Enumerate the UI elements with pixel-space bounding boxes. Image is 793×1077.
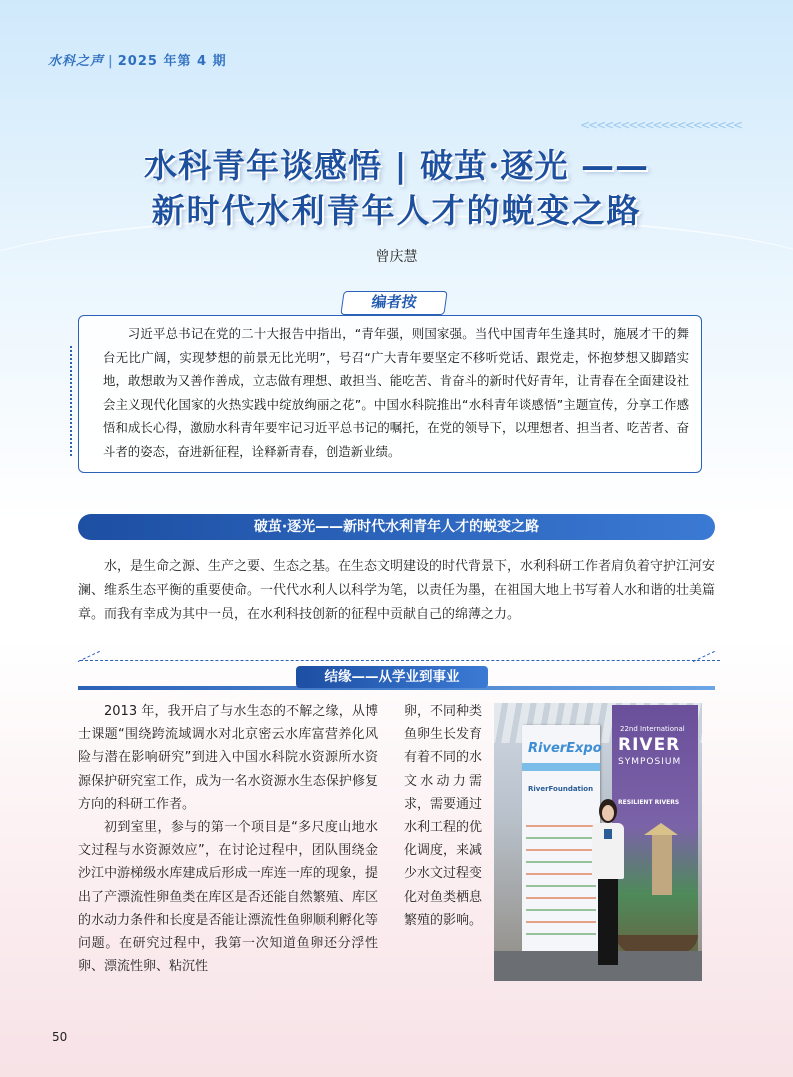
article-title-line2: 新时代水利青年人才的蜕变之路 — [151, 191, 642, 230]
subsection-dashed-line — [80, 660, 720, 661]
body-column-narrow — [404, 700, 482, 932]
river-foundation-label: RiverFoundation — [528, 785, 594, 793]
editor-note-text: 习近平总书记在党的二十大报告中指出，“青年强，则国家强。当代中国青年生逢其时，施展才干的舞台无比广阔，实现梦想的前景无比光明”，号召“广大青年要坚定不移听党话、跟党走，怀抱梦想又脚踏实地，敢想敢为又善作善成，立志做有理想、敢担当、能吃苦、肯奋斗的新时代好青年，让青春在全面建设社会主义现代化国家的火热实践中绽放绚丽之花”。中国水科院推出“水科青年谈感悟”主题宣传，分享工作感悟和成长心得，激励水科青年要牢记习近平总书记的嘱托，在党的领导下，以理想者、担当者、吃苦者、奋斗者的姿态，奋进新征程，诠释新青春，创造新业绩。 — [103, 326, 689, 459]
editor-note-dash-decoration — [70, 346, 78, 456]
page-number: 50 — [52, 1030, 68, 1044]
article-title-line1: 水科青年谈感悟 | 破茧·逐光 —— — [144, 146, 649, 185]
issue-label: 2025 年第 4 期 — [117, 54, 227, 69]
conical-hat — [644, 823, 678, 835]
body-paragraph-side: 卵，不同种类鱼卵生长发育有着不同的水文水动力需求，需要通过水利工程的优化调度，来减少水文过程变化对鱼类栖息繁殖的影响。 — [404, 704, 483, 928]
chevron-decoration-icon: <<<<<<<<<<<<<<<<<<<< — [580, 118, 742, 132]
intro-paragraph: 水，是生命之源、生产之要、生态之基。在生态文明建设的时代背景下，水利科研工作者肩负着守护江河安澜、维系生态平衡的重要使命。一代代水利人以科学为笔，以责任为墨，在祖国大地上书写着人水和谐的壮美篇章。而我有幸成为其中一员，在水利科技创新的征程中贡献自己的绵薄之力。 — [78, 559, 716, 622]
sponsor-logos — [526, 815, 596, 935]
subsection-title: 结缘——从学业到事业 — [324, 669, 460, 685]
person-figure — [590, 799, 626, 969]
vendor-figure — [644, 823, 678, 933]
symposium-river-label: RIVER — [618, 735, 681, 755]
author-name: 曾庆慧 — [375, 249, 418, 265]
section-intro — [78, 555, 715, 627]
symposium-label: SYMPOSIUM — [618, 757, 682, 767]
header-separator: | — [108, 54, 114, 69]
section-title: 破茧·逐光——新时代水利青年人才的蜕变之路 — [253, 519, 540, 535]
photo-banner-left — [522, 725, 600, 951]
body-column-main — [78, 700, 378, 978]
banner-band — [522, 763, 600, 771]
editor-note-box — [78, 315, 702, 473]
resilient-rivers-label: RESILIENT RIVERS — [618, 799, 680, 806]
subsection-title-tag — [296, 666, 488, 688]
body-paragraph-2: 初到室里，参与的第一个项目是“多尺度山地水文过程与水资源效应”，在讨论过程中，团队围绕金沙江中游梯级水库建成后形成一库连一库的现象，提出了产漂流性卵鱼类在库区是否还能自然繁殖、库区的水动力条件和长度是否能让漂流性鱼卵顺利孵化等问题。在研究过程中，我第一次知道鱼卵还分浮性卵、漂流性卵、粘沉性 — [78, 820, 378, 975]
running-header — [48, 50, 227, 69]
editor-note-label: 编者按 — [340, 291, 447, 315]
river-expo-logo: RiverExpo — [528, 741, 602, 756]
section-title-bar — [78, 514, 715, 540]
author-photo — [494, 703, 702, 981]
body-paragraph-1: 2013 年，我开启了与水生态的不解之缘，从博士课题“围绕跨流域调水对北京密云水库富营养化风险与潜在影响研究”到进入中国水科院水资源所水资源保护研究室工作，成为一名水资源水生态保护修复方向的科研工作者。 — [78, 704, 378, 812]
badge-icon — [604, 829, 612, 839]
person-trousers — [598, 879, 618, 965]
symposium-edition-label: 22nd International — [620, 725, 685, 733]
vendor-body — [652, 835, 672, 895]
magazine-name: 水科之声 — [48, 54, 105, 69]
person-face — [602, 805, 614, 821]
